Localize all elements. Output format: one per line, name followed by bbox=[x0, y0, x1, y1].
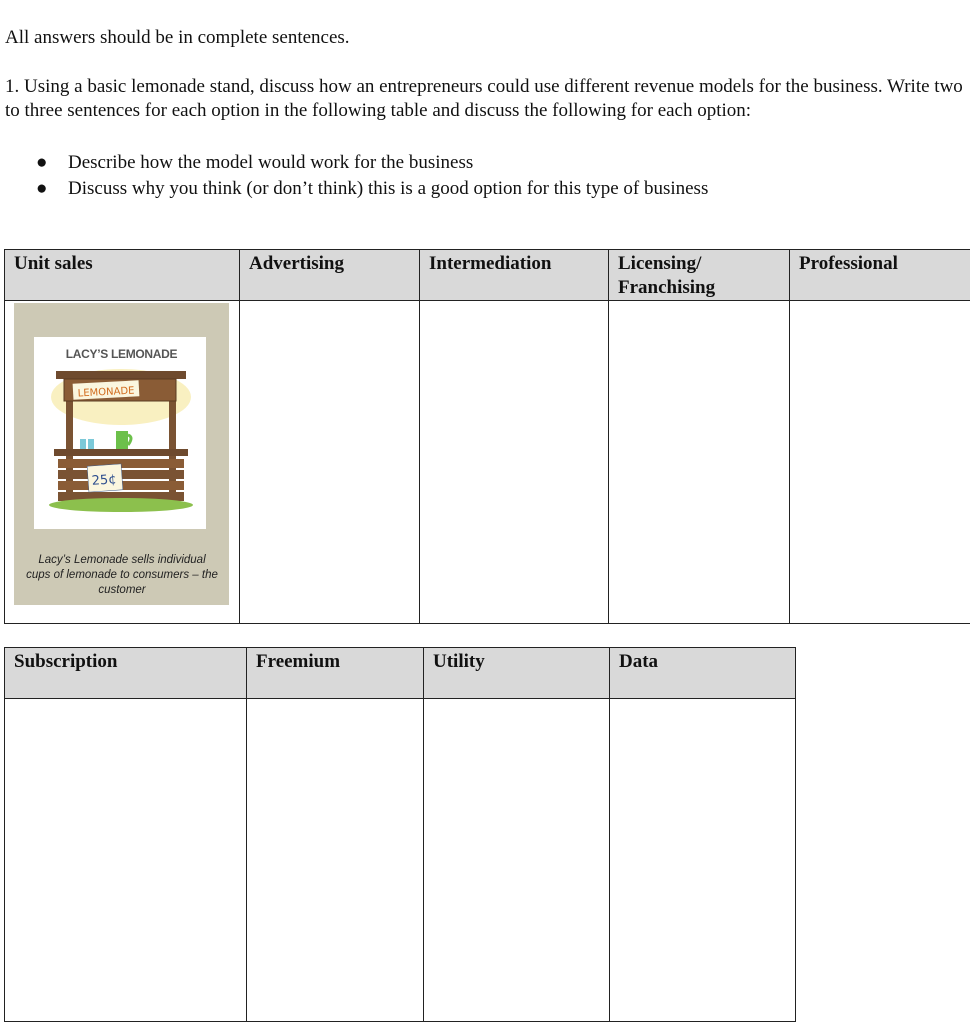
cell-freemium[interactable] bbox=[247, 699, 424, 1022]
cell-intermediation[interactable] bbox=[420, 301, 609, 624]
question-text: 1. Using a basic lemonade stand, discuss how an entrepreneurs could use different revenue models for the business. Write two to three sentences for each option in the following table and discuss the following for each option: bbox=[5, 76, 963, 121]
cell-licensing-franchising[interactable] bbox=[609, 301, 790, 624]
header-unit-sales: Unit sales bbox=[5, 250, 240, 301]
price-tag-text: 25¢ bbox=[91, 472, 118, 489]
sign-text: LEMONADE bbox=[77, 385, 135, 400]
header-professional: Professional bbox=[790, 250, 970, 301]
cell-subscription[interactable] bbox=[5, 699, 247, 1022]
bullet-text: Describe how the model would work for the business bbox=[68, 152, 474, 173]
revenue-models-table-1 bbox=[4, 249, 970, 624]
header-advertising: Advertising bbox=[240, 250, 420, 301]
table-header-row bbox=[5, 250, 970, 301]
cell-data[interactable] bbox=[610, 699, 796, 1022]
header-licensing-franchising: Licensing/ Franchising bbox=[609, 250, 790, 301]
lemonade-stand-card bbox=[14, 303, 229, 605]
table-row bbox=[5, 301, 970, 624]
cell-utility[interactable] bbox=[424, 699, 610, 1022]
bullet-list bbox=[0, 150, 960, 202]
bullet-item bbox=[0, 176, 960, 202]
revenue-models-table-2 bbox=[4, 647, 796, 1022]
bullet-text: Discuss why you think (or don’t think) this is a good option for this type of business bbox=[68, 178, 709, 199]
header-freemium: Freemium bbox=[247, 648, 424, 699]
lemonade-stand-illustration bbox=[46, 365, 196, 531]
bullet-icon: ● bbox=[36, 178, 48, 199]
header-intermediation: Intermediation bbox=[420, 250, 609, 301]
bullet-item bbox=[0, 150, 960, 176]
table-header-row bbox=[5, 648, 796, 699]
cell-professional[interactable] bbox=[790, 301, 970, 624]
table-row bbox=[5, 699, 796, 1022]
lemonade-brand-title: LACY’S LEMONADE bbox=[65, 347, 178, 361]
header-data: Data bbox=[610, 648, 796, 699]
bullet-icon: ● bbox=[36, 152, 48, 173]
cell-advertising[interactable] bbox=[240, 301, 420, 624]
lemonade-caption: Lacy’s Lemonade sells individual cups of lemonade to consumers – the customer bbox=[26, 554, 218, 596]
header-utility: Utility bbox=[424, 648, 610, 699]
cell-unit-sales bbox=[5, 301, 240, 624]
header-subscription: Subscription bbox=[5, 648, 247, 699]
instructions: All answers should be in complete sentences. bbox=[5, 27, 350, 48]
